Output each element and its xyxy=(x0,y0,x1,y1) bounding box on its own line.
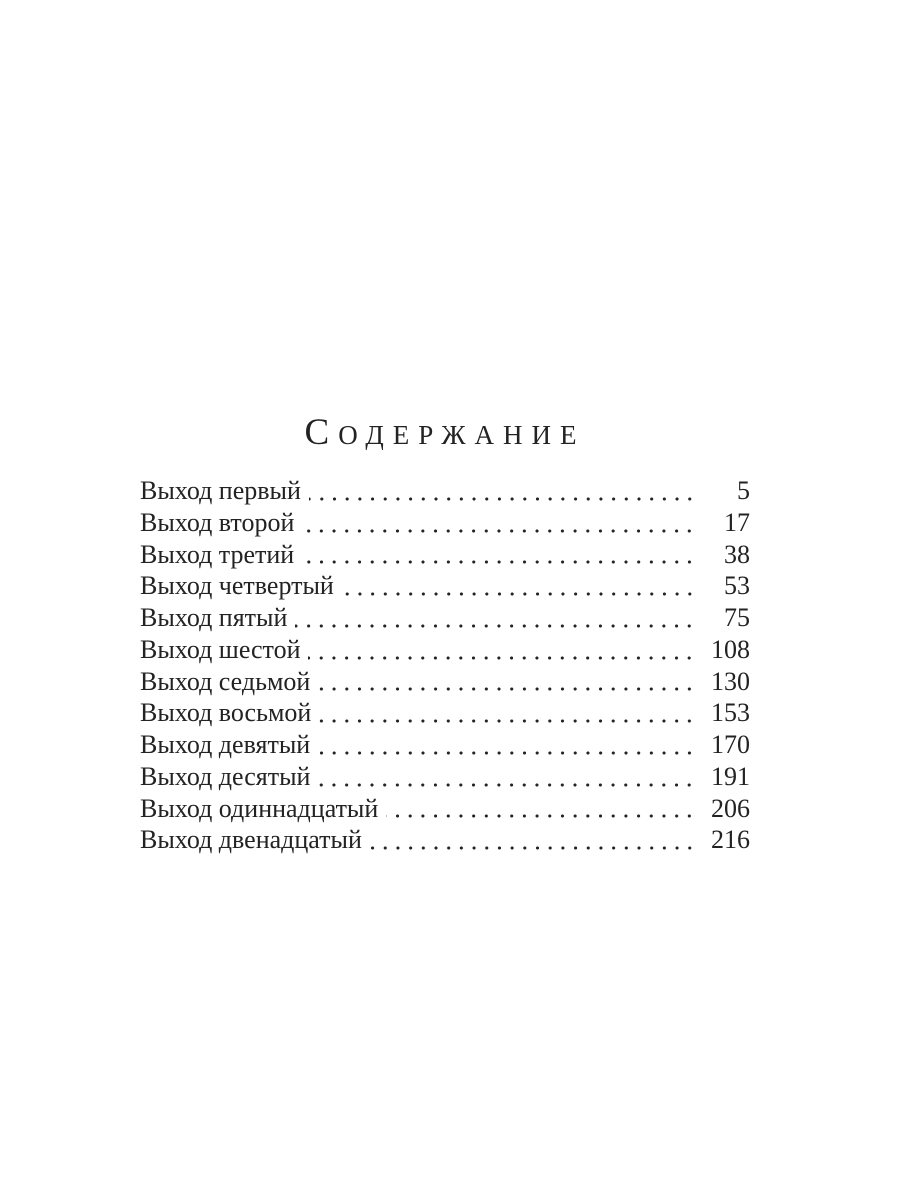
toc-entry-page-number: 75 xyxy=(724,603,750,632)
toc-entry-label: Выход одиннадцатый xyxy=(140,793,379,823)
toc-entry-label: Выход десятый xyxy=(140,761,311,791)
toc-entry-page-number: 216 xyxy=(711,825,750,855)
toc-entry-label: Выход седьмой xyxy=(140,666,311,696)
toc-entry-label: Выход третий xyxy=(140,539,295,569)
contents-title: СОДЕРЖАНИЕ xyxy=(304,412,586,453)
toc-entry-page-number: 130 xyxy=(711,666,750,696)
toc-list xyxy=(140,475,750,856)
dot-leader xyxy=(310,729,696,761)
toc-entry-page-number: 153 xyxy=(711,698,750,728)
toc-entry-label: Выход пятый xyxy=(140,603,288,632)
toc-entry xyxy=(140,729,750,761)
toc-entry xyxy=(140,761,750,793)
toc-entry-label: Выход первый xyxy=(140,476,301,505)
toc-entry-page-number: 191 xyxy=(711,761,750,791)
toc-entry xyxy=(140,602,750,634)
toc-entry-label: Выход шестой xyxy=(140,634,301,664)
dot-leader xyxy=(378,793,696,825)
toc-entry-label: Выход восьмой xyxy=(140,698,312,728)
dot-leader xyxy=(294,507,696,539)
toc-entry-label: Выход четвертый xyxy=(140,571,334,601)
toc-entry-page-number: 170 xyxy=(711,730,750,759)
toc-entry-label: Выход второй xyxy=(140,507,295,537)
dot-leader xyxy=(310,666,696,698)
toc-entry xyxy=(140,539,750,571)
dot-leader xyxy=(300,634,696,666)
toc-entry-page-number: 108 xyxy=(711,634,750,664)
dot-leader xyxy=(287,602,696,634)
toc-entry xyxy=(140,824,750,856)
toc-entry-label: Выход двенадцатый xyxy=(140,825,362,855)
toc-entry xyxy=(140,793,750,825)
dot-leader xyxy=(311,697,696,729)
toc-entry-page-number: 17 xyxy=(724,507,750,537)
dot-leader xyxy=(294,539,696,571)
toc-entry xyxy=(140,634,750,666)
toc-entry-page-number: 5 xyxy=(737,476,750,505)
toc-entry xyxy=(140,570,750,602)
dot-leader xyxy=(310,761,696,793)
toc-entry-page-number: 53 xyxy=(724,571,750,601)
toc-entry xyxy=(140,666,750,698)
dot-leader xyxy=(301,475,696,507)
toc-entry xyxy=(140,507,750,539)
toc-entry-label: Выход девятый xyxy=(140,730,311,759)
toc-entry-page-number: 206 xyxy=(711,793,750,823)
dot-leader xyxy=(362,824,696,856)
toc-entry xyxy=(140,697,750,729)
dot-leader xyxy=(334,570,696,602)
toc-entry xyxy=(140,475,750,507)
toc-entry-page-number: 38 xyxy=(724,539,750,569)
